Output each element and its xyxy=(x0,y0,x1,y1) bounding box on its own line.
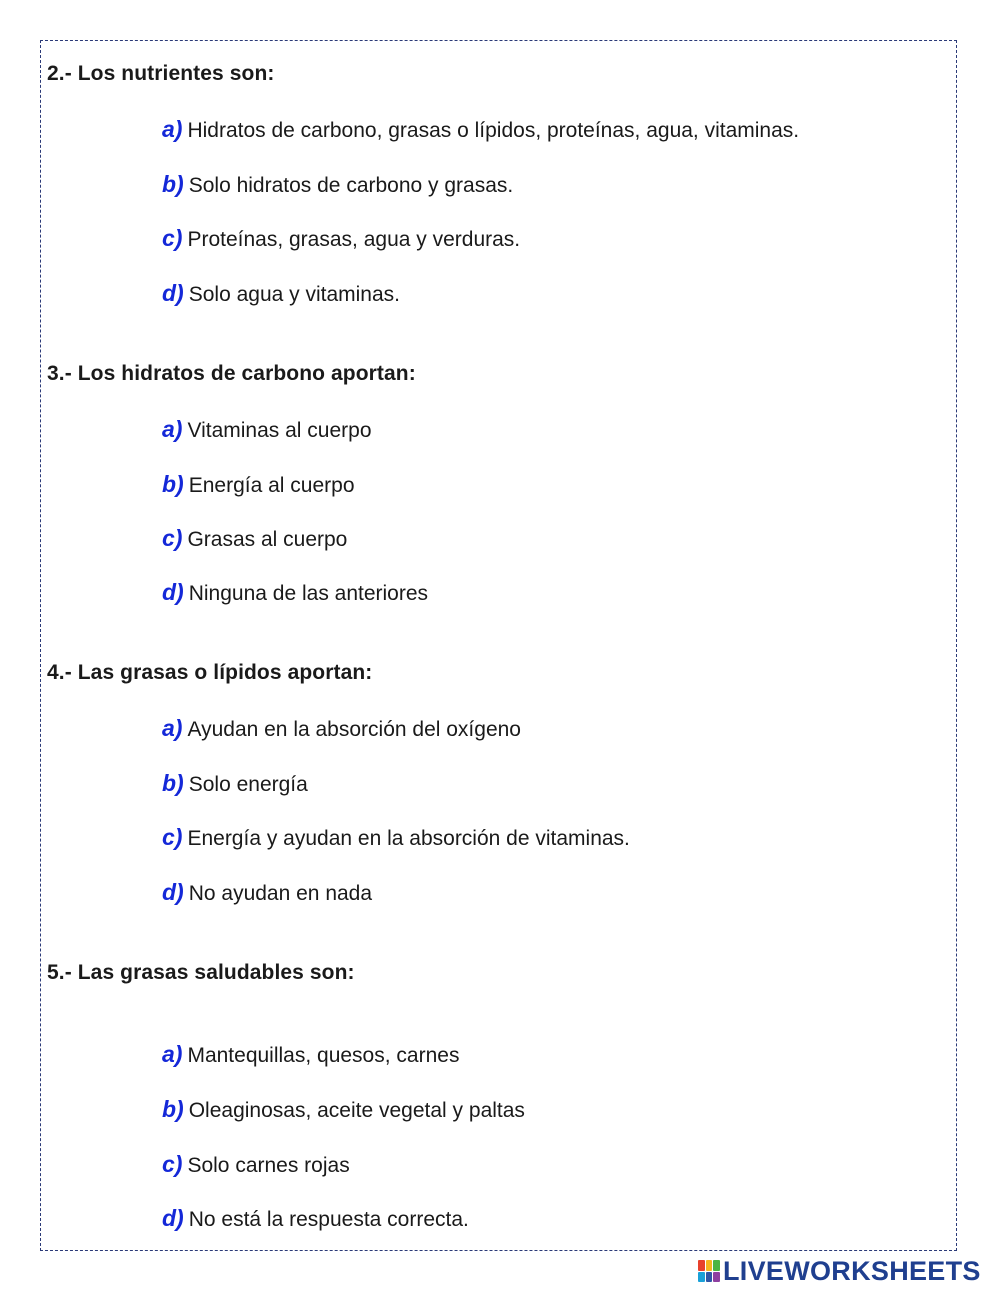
option-b[interactable] xyxy=(162,471,355,498)
option-c[interactable] xyxy=(162,1151,350,1178)
option-text: Hidratos de carbono, grasas o lípidos, proteínas, agua, vitaminas. xyxy=(187,119,800,142)
option-text: Energía y ayudan en la absorción de vitaminas. xyxy=(187,827,630,850)
option-text: Solo carnes rojas xyxy=(187,1154,350,1177)
option-a[interactable] xyxy=(162,116,799,143)
option-a[interactable] xyxy=(162,416,372,443)
option-letter: a) xyxy=(162,416,183,442)
option-letter: b) xyxy=(162,1096,184,1122)
option-c[interactable] xyxy=(162,824,630,851)
option-letter: a) xyxy=(162,116,183,142)
option-letter: d) xyxy=(162,1205,184,1231)
question-title: 5.- Las grasas saludables son: xyxy=(47,961,355,984)
option-letter: d) xyxy=(162,280,184,306)
option-letter: c) xyxy=(162,824,183,850)
option-d[interactable] xyxy=(162,579,428,606)
option-d[interactable] xyxy=(162,879,372,906)
option-letter: b) xyxy=(162,770,184,796)
option-a[interactable] xyxy=(162,1041,459,1068)
option-text: Ninguna de las anteriores xyxy=(188,582,429,605)
option-text: Grasas al cuerpo xyxy=(187,528,348,551)
option-text: Oleaginosas, aceite vegetal y paltas xyxy=(188,1099,525,1122)
option-text: Solo hidratos de carbono y grasas. xyxy=(188,174,514,197)
logo-mark-icon xyxy=(698,1260,720,1282)
option-letter: c) xyxy=(162,525,183,551)
option-letter: a) xyxy=(162,715,183,741)
option-text: Mantequillas, quesos, carnes xyxy=(187,1044,460,1067)
option-d[interactable] xyxy=(162,1205,469,1232)
option-letter: a) xyxy=(162,1041,183,1067)
option-letter: c) xyxy=(162,225,183,251)
option-text: Energía al cuerpo xyxy=(188,474,355,497)
question-title: 3.- Los hidratos de carbono aportan: xyxy=(47,362,416,385)
option-text: Solo agua y vitaminas. xyxy=(188,283,401,306)
option-d[interactable] xyxy=(162,280,400,307)
logo-text: LIVEWORKSHEETS xyxy=(723,1255,981,1286)
option-a[interactable] xyxy=(162,715,521,742)
option-b[interactable] xyxy=(162,1096,525,1123)
option-b[interactable] xyxy=(162,171,513,198)
option-letter: c) xyxy=(162,1151,183,1177)
option-c[interactable] xyxy=(162,225,520,252)
option-text: Ayudan en la absorción del oxígeno xyxy=(187,718,521,741)
option-text: Proteínas, grasas, agua y verduras. xyxy=(187,228,521,251)
option-text: Vitaminas al cuerpo xyxy=(187,419,372,442)
option-text: No ayudan en nada xyxy=(188,882,373,905)
option-letter: d) xyxy=(162,579,184,605)
option-letter: b) xyxy=(162,171,184,197)
question-title: 2.- Los nutrientes son: xyxy=(47,62,275,85)
liveworksheets-logo xyxy=(698,1256,981,1286)
worksheet-frame xyxy=(40,40,957,1251)
option-b[interactable] xyxy=(162,770,308,797)
option-letter: b) xyxy=(162,471,184,497)
option-text: No está la respuesta correcta. xyxy=(188,1208,469,1231)
question-title: 4.- Las grasas o lípidos aportan: xyxy=(47,661,373,684)
option-text: Solo energía xyxy=(188,773,308,796)
option-letter: d) xyxy=(162,879,184,905)
option-c[interactable] xyxy=(162,525,347,552)
